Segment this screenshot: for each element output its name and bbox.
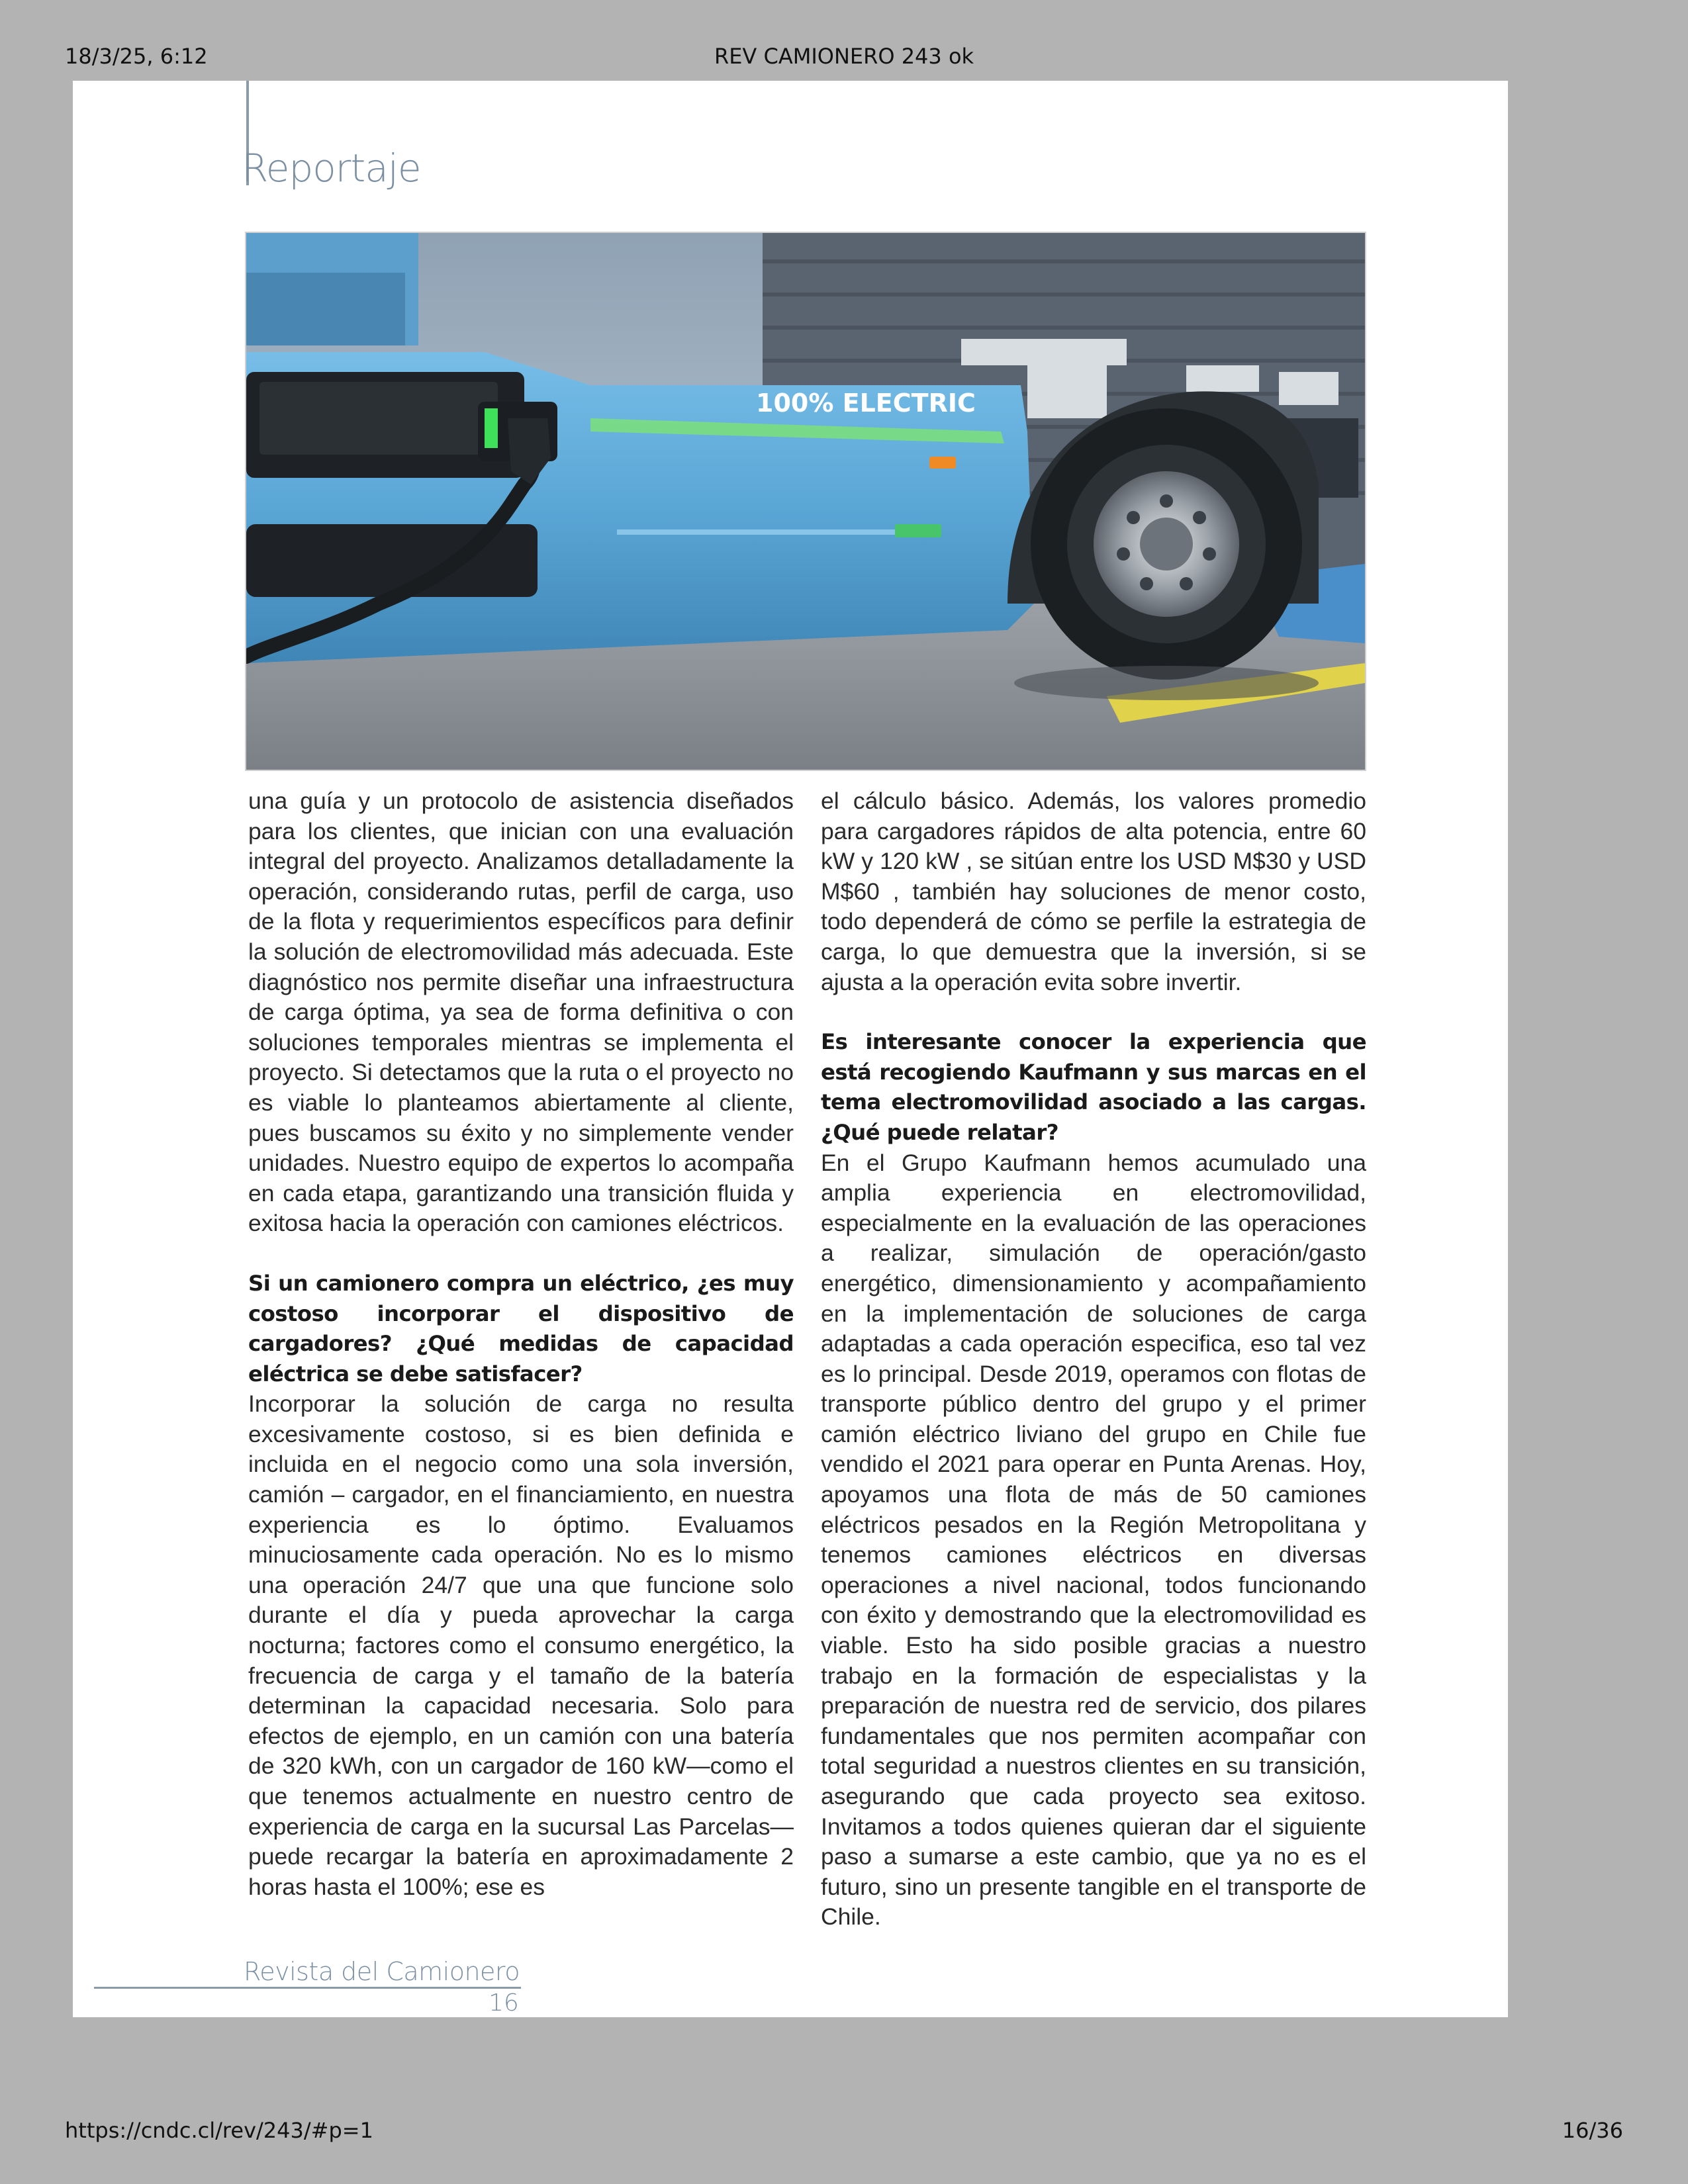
page-number: 16 [489, 1989, 519, 2017]
print-url[interactable]: https://cndc.cl/rev/243/#p=1 [65, 2118, 373, 2143]
interview-question: Si un camionero compra un eléctrico, ¿es muy costoso incorporar el dispositivo de cargadores? ¿Qué medidas de capacidad eléctrica se debe satisfacer? [248, 1270, 794, 1387]
magazine-page [73, 81, 1508, 2017]
magazine-name: Revista del Camionero [244, 1957, 520, 1986]
article-column-right [821, 786, 1366, 1933]
section-title: Reportaje [242, 146, 421, 191]
article-paragraph: una guía y un protocolo de asistencia diseñados para los clientes, que inician con una evaluación integral del proyecto. Analizamos detalladamente la operación, considerando rutas, perfil de carga, uso de la flota y requerimientos específicos para definir la solución de electromovilidad más adecuada. Este diagnóstico nos permite diseñar una infraestructura de carga óptima, ya sea de forma definitiva o con soluciones temporales mientras se implementa el proyecto. Si detectamos que la ruta o el proyecto no es viable lo planteamos abiertamente al cliente, pues buscamos su éxito y no simplemente vender unidades. Nuestro equipo de expertos lo acompaña en cada etapa, garantizando una transición fluida y exitosa hacia la operación con camiones eléctricos. [248, 788, 794, 1237]
footer-rule [94, 1987, 521, 1989]
article-column-left [248, 786, 794, 1902]
truck-label: 100% ELECTRIC [756, 388, 976, 418]
article-paragraph: el cálculo básico. Además, los valores promedio para cargadores rápidos de alta potencia, entre 60 kW y 120 kW , se sitúan entre los USD M$30 y USD M$60 , también hay soluciones de menor costo, todo dependerá de cómo se perfile la estrategia de carga, lo que demuestra que la inversión, si se ajusta a la operación evita sobre invertir. [821, 788, 1366, 995]
electric-truck-photo [245, 232, 1366, 771]
print-footer [0, 2105, 1688, 2158]
print-datetime: 18/3/25, 6:12 [65, 44, 208, 69]
interview-question: Es interesante conocer la experiencia que está recogiendo Kaufmann y sus marcas en el tema electromovilidad asociado a las cargas. ¿Qué puede relatar? [821, 1029, 1366, 1145]
print-page-counter: 16/36 [1562, 2118, 1623, 2143]
print-doc-title: REV CAMIONERO 243 ok [714, 44, 974, 69]
article-paragraph: En el Grupo Kaufmann hemos acumulado una amplia experiencia en electromovilidad, especialmente en la evaluación de las operaciones a realizar, simulación de operación/gasto energético, dimensionamiento y acompañamiento en la implementación de soluciones de carga adaptadas a cada operación especifica, eso tal vez es lo principal. Desde 2019, operamos con flotas de transporte público dentro del grupo y el primer camión eléctrico liviano del grupo en Chile fue vendido el 2021 para operar en Punta Arenas. Hoy, apoyamos una flota de más de 50 camiones eléctricos pesados en la Región Metropolitana y tenemos camiones eléctricos en diversas operaciones a nivel nacional, todos funcionando con éxito y demostrando que la electromovilidad es viable. Esto ha sido posible gracias a nuestro trabajo en la formación de especialistas y la preparación de nuestra red de servicio, dos pilares fundamentales que nos permiten acompañar con total seguridad a nuestros clientes en su transición, asegurando que cada proyecto sea exitoso. Invitamos a todos quienes quieran dar el siguiente paso a sumarse a este cambio, que ya no es el futuro, sino un presente tangible en el transporte de Chile. [821, 1149, 1366, 1931]
article-paragraph: Incorporar la solución de carga no resulta excesivamente costoso, si es bien definida e incluida en el negocio como una sola inversión, camión – cargador, en el financiamiento, en nuestra experiencia es lo óptimo. Evaluamos minuciosamente cada operación. No es lo mismo una operación 24/7 que una que funcione solo durante el día y pueda aprovechar la carga nocturna; factores como el consumo energético, la frecuencia de carga y el tamaño de la batería determinan la capacidad necesaria. Solo para efectos de ejemplo, en un camión con una batería de 320 kWh, con un cargador de 160 kW—como el que tenemos actualmente en nuestro centro de experiencia de carga en la sucursal Las Parcelas—puede recargar la batería en aproximadamente 2 horas hasta el 100%; ese es [248, 1390, 794, 1900]
